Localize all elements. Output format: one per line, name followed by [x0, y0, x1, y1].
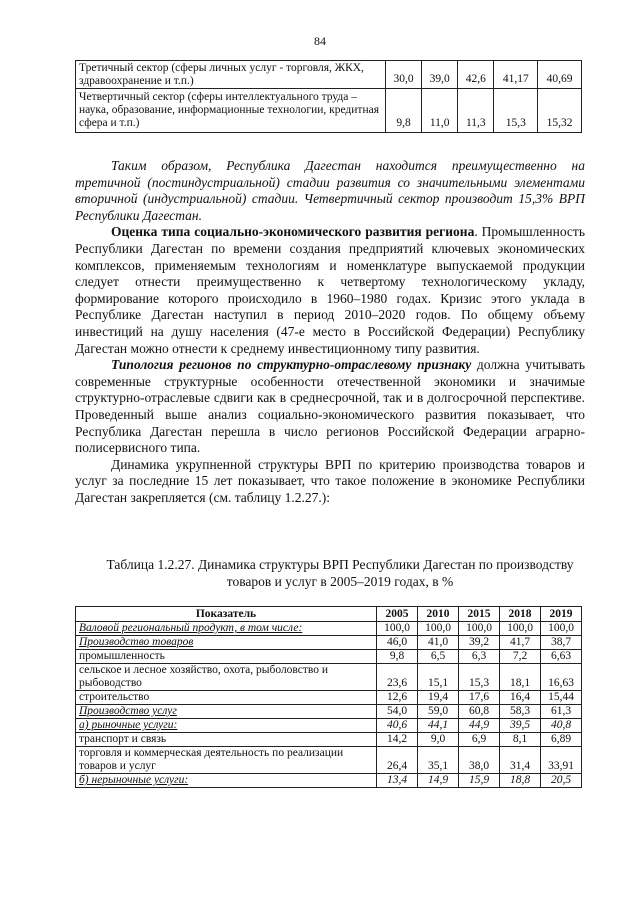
cell: 40,6 — [377, 719, 418, 733]
cell: 15,3 — [459, 664, 500, 691]
cell: 59,0 — [418, 705, 459, 719]
row-label: Третичный сектор (сферы личных услуг - торговля, ЖКХ, здравоохранение и т.п.) — [76, 61, 386, 89]
table-row — [76, 691, 582, 705]
cell: 44,1 — [418, 719, 459, 733]
cell: 41,17 — [494, 61, 538, 89]
paragraph-typology — [75, 357, 585, 457]
cell: 19,4 — [418, 691, 459, 705]
cell: 15,44 — [541, 691, 582, 705]
cell: 9,0 — [418, 733, 459, 747]
paragraph-text: должна учитывать современные структурные особенности отечественной экономики и значимые структурно-отраслевые сдвиги как в среднесрочной, так и в долгосрочной перспективе. Проведенный выше анализ социально-экономического развития показывает, что Республика Дагестан перешла в число регионов Российской Федерации аграрно-полисервисного типа. — [75, 357, 585, 456]
cell: 39,0 — [422, 61, 458, 89]
table-row — [76, 89, 582, 133]
row-label: Производство услуг — [76, 705, 377, 719]
table-caption: Таблица 1.2.27. Динамика структуры ВРП Республики Дагестан по производству товаров и услуг в 2005–2019 годах, в % — [106, 557, 574, 589]
table-row — [76, 622, 582, 636]
cell: 7,2 — [500, 650, 541, 664]
cell: 14,9 — [418, 774, 459, 788]
row-label: Производство товаров — [76, 636, 377, 650]
table-row — [76, 719, 582, 733]
cell: 6,89 — [541, 733, 582, 747]
table-row — [76, 705, 582, 719]
cell: 100,0 — [418, 622, 459, 636]
sector-table-continued — [75, 60, 582, 133]
cell: 6,63 — [541, 650, 582, 664]
cell: 100,0 — [541, 622, 582, 636]
column-header: 2018 — [500, 607, 541, 622]
cell: 20,5 — [541, 774, 582, 788]
cell: 11,3 — [458, 89, 494, 133]
table-row — [76, 664, 582, 691]
table-row — [76, 636, 582, 650]
column-header: 2010 — [418, 607, 459, 622]
cell: 31,4 — [500, 747, 541, 774]
cell: 23,6 — [377, 664, 418, 691]
cell: 40,69 — [538, 61, 582, 89]
paragraph-lead: Типология регионов по структурно-отраслевому признаку — [111, 357, 472, 373]
cell: 61,3 — [541, 705, 582, 719]
cell: 8,1 — [500, 733, 541, 747]
cell: 6,3 — [459, 650, 500, 664]
cell: 16,4 — [500, 691, 541, 705]
cell: 14,2 — [377, 733, 418, 747]
cell: 17,6 — [459, 691, 500, 705]
cell: 100,0 — [500, 622, 541, 636]
cell: 30,0 — [386, 61, 422, 89]
column-header: Показатель — [76, 607, 377, 622]
table-row — [76, 733, 582, 747]
cell: 46,0 — [377, 636, 418, 650]
cell: 39,5 — [500, 719, 541, 733]
column-header: 2015 — [459, 607, 500, 622]
cell: 6,9 — [459, 733, 500, 747]
cell: 100,0 — [377, 622, 418, 636]
cell: 15,9 — [459, 774, 500, 788]
body-text — [75, 158, 585, 506]
cell: 18,8 — [500, 774, 541, 788]
paragraph-text: . Промышленность Республики Дагестан по времени создания предприятий ключевых экономических комплексов, применяемым технологиям и номенклатуре выпускаемой продукции следует отнести преимущественно к четвертому технологическому укладу, формирование которого происходило в 1960–1980 годах. Кризис этого уклада в Республике Дагестан наступил в период 2010–2020 годов. По общему объему инвестиций на душу населения (47-е место в Российской Федерации) Республику Дагестан можно отнести к среднему инвестиционному типу развития. — [75, 224, 585, 356]
cell: 38,0 — [459, 747, 500, 774]
row-label: Валовой региональный продукт, в том числе: — [76, 622, 377, 636]
row-label: промышленность — [76, 650, 377, 664]
cell: 9,8 — [386, 89, 422, 133]
cell: 38,7 — [541, 636, 582, 650]
cell: 18,1 — [500, 664, 541, 691]
cell: 12,6 — [377, 691, 418, 705]
cell: 11,0 — [422, 89, 458, 133]
cell: 100,0 — [459, 622, 500, 636]
cell: 15,1 — [418, 664, 459, 691]
cell: 33,91 — [541, 747, 582, 774]
cell: 39,2 — [459, 636, 500, 650]
grp-structure-table — [75, 606, 582, 788]
cell: 40,8 — [541, 719, 582, 733]
row-label: а) рыночные услуги: — [76, 719, 377, 733]
row-label: торговля и коммерческая деятельность по реализации товаров и услуг — [76, 747, 377, 774]
cell: 15,32 — [538, 89, 582, 133]
cell: 54,0 — [377, 705, 418, 719]
row-label: строительство — [76, 691, 377, 705]
paragraph-lead: Оценка типа социально-экономического развития региона — [111, 224, 475, 240]
table-row — [76, 747, 582, 774]
conclusion-paragraph: Таким образом, Республика Дагестан находится преимущественно на третичной (постиндустриальной) стадии развития со значительными элементами вторичной (индустриальной) стадии. Четвертичный сектор производит 15,3% ВРП Республики Дагестан. — [75, 158, 585, 223]
cell: 41,7 — [500, 636, 541, 650]
column-header: 2019 — [541, 607, 582, 622]
cell: 60,8 — [459, 705, 500, 719]
page-number: 84 — [314, 34, 326, 48]
cell: 42,6 — [458, 61, 494, 89]
cell: 13,4 — [377, 774, 418, 788]
paragraph-development-type — [75, 224, 585, 357]
row-label: б) нерыночные услуги: — [76, 774, 377, 788]
cell: 58,3 — [500, 705, 541, 719]
table-row — [76, 650, 582, 664]
row-label: Четвертичный сектор (сферы интеллектуального труда – наука, образование, информационные технологии, кредитная сфера и т.п.) — [76, 89, 386, 133]
cell: 41,0 — [418, 636, 459, 650]
cell: 9,8 — [377, 650, 418, 664]
cell: 15,3 — [494, 89, 538, 133]
cell: 44,9 — [459, 719, 500, 733]
row-label: сельское и лесное хозяйство, охота, рыболовство и рыбоводство — [76, 664, 377, 691]
cell: 35,1 — [418, 747, 459, 774]
table-header-row — [76, 607, 582, 622]
paragraph-dynamics: Динамика укрупненной структуры ВРП по критерию производства товаров и услуг за последние 15 лет показывает, что такое положение в экономике Республики Дагестан закрепляется (см. таблицу 1.2.27.): — [75, 456, 585, 505]
column-header: 2005 — [377, 607, 418, 622]
cell: 16,63 — [541, 664, 582, 691]
cell: 26,4 — [377, 747, 418, 774]
row-label: транспорт и связь — [76, 733, 377, 747]
cell: 6,5 — [418, 650, 459, 664]
table-row — [76, 61, 582, 89]
table-row — [76, 774, 582, 788]
